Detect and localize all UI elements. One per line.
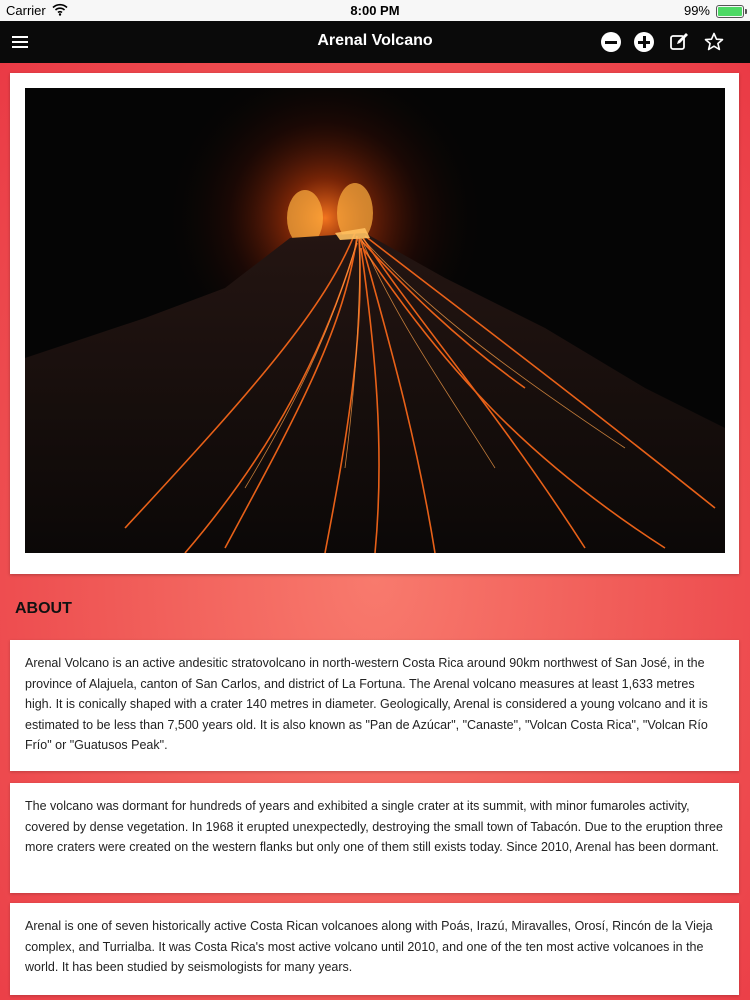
battery-icon bbox=[716, 5, 744, 18]
about-paragraph: Arenal Volcano is an active andesitic stratovolcano in north-western Costa Rica around 90km northwest of San José, in the province of Alajuela, canton of San Carlos, and district of La Fortuna. The Arenal volcano measures at least 1,633 metres high. It is conically shaped with a crater 140 metres in diameter. Geologically, Arenal is considered a young volcano and it is estimated to be less than 7,500 years old. It is also known as "Pan de Azúcar", "Canaste", "Volcan Costa Rica", "Volcan Río Frío" or "Guatusos Peak". bbox=[25, 656, 708, 752]
star-icon[interactable] bbox=[704, 32, 724, 52]
carrier-label: Carrier bbox=[6, 3, 46, 18]
plus-circle-icon[interactable] bbox=[634, 32, 654, 52]
status-bar bbox=[0, 0, 750, 21]
image-card bbox=[10, 73, 739, 574]
battery-tip bbox=[745, 9, 747, 14]
volcano-photo bbox=[25, 88, 725, 553]
edit-icon[interactable] bbox=[669, 32, 689, 52]
status-time: 8:00 PM bbox=[350, 3, 400, 18]
content-area bbox=[0, 63, 750, 1000]
about-card bbox=[10, 640, 739, 771]
about-card bbox=[10, 903, 739, 995]
about-card bbox=[10, 783, 739, 893]
about-paragraph: Arenal is one of seven historically active Costa Rican volcanoes along with Poás, Irazú, Miravalles, Orosí, Rincón de la Vieja complex, and Turrialba. It was Costa Rica's most active volcano until 2010, and one of the ten most active volcanoes in the world. It has been studied by seismologists for many years. bbox=[25, 919, 713, 974]
about-heading: ABOUT bbox=[15, 600, 72, 617]
navigation-bar bbox=[0, 21, 750, 63]
about-paragraph: The volcano was dormant for hundreds of years and exhibited a single crater at its summit, with minor fumaroles activity, covered by dense vegetation. In 1968 it erupted unexpectedly, destroying the small town of Tabacón. Due to the eruption three more craters were created on the western flanks but only one of them still exists today. Since 2010, Arenal has been dormant. bbox=[25, 799, 723, 854]
minus-circle-icon[interactable] bbox=[601, 32, 621, 52]
battery-level-fill bbox=[718, 7, 742, 16]
page-title: Arenal Volcano bbox=[317, 32, 433, 49]
battery-percent: 99% bbox=[683, 3, 710, 18]
